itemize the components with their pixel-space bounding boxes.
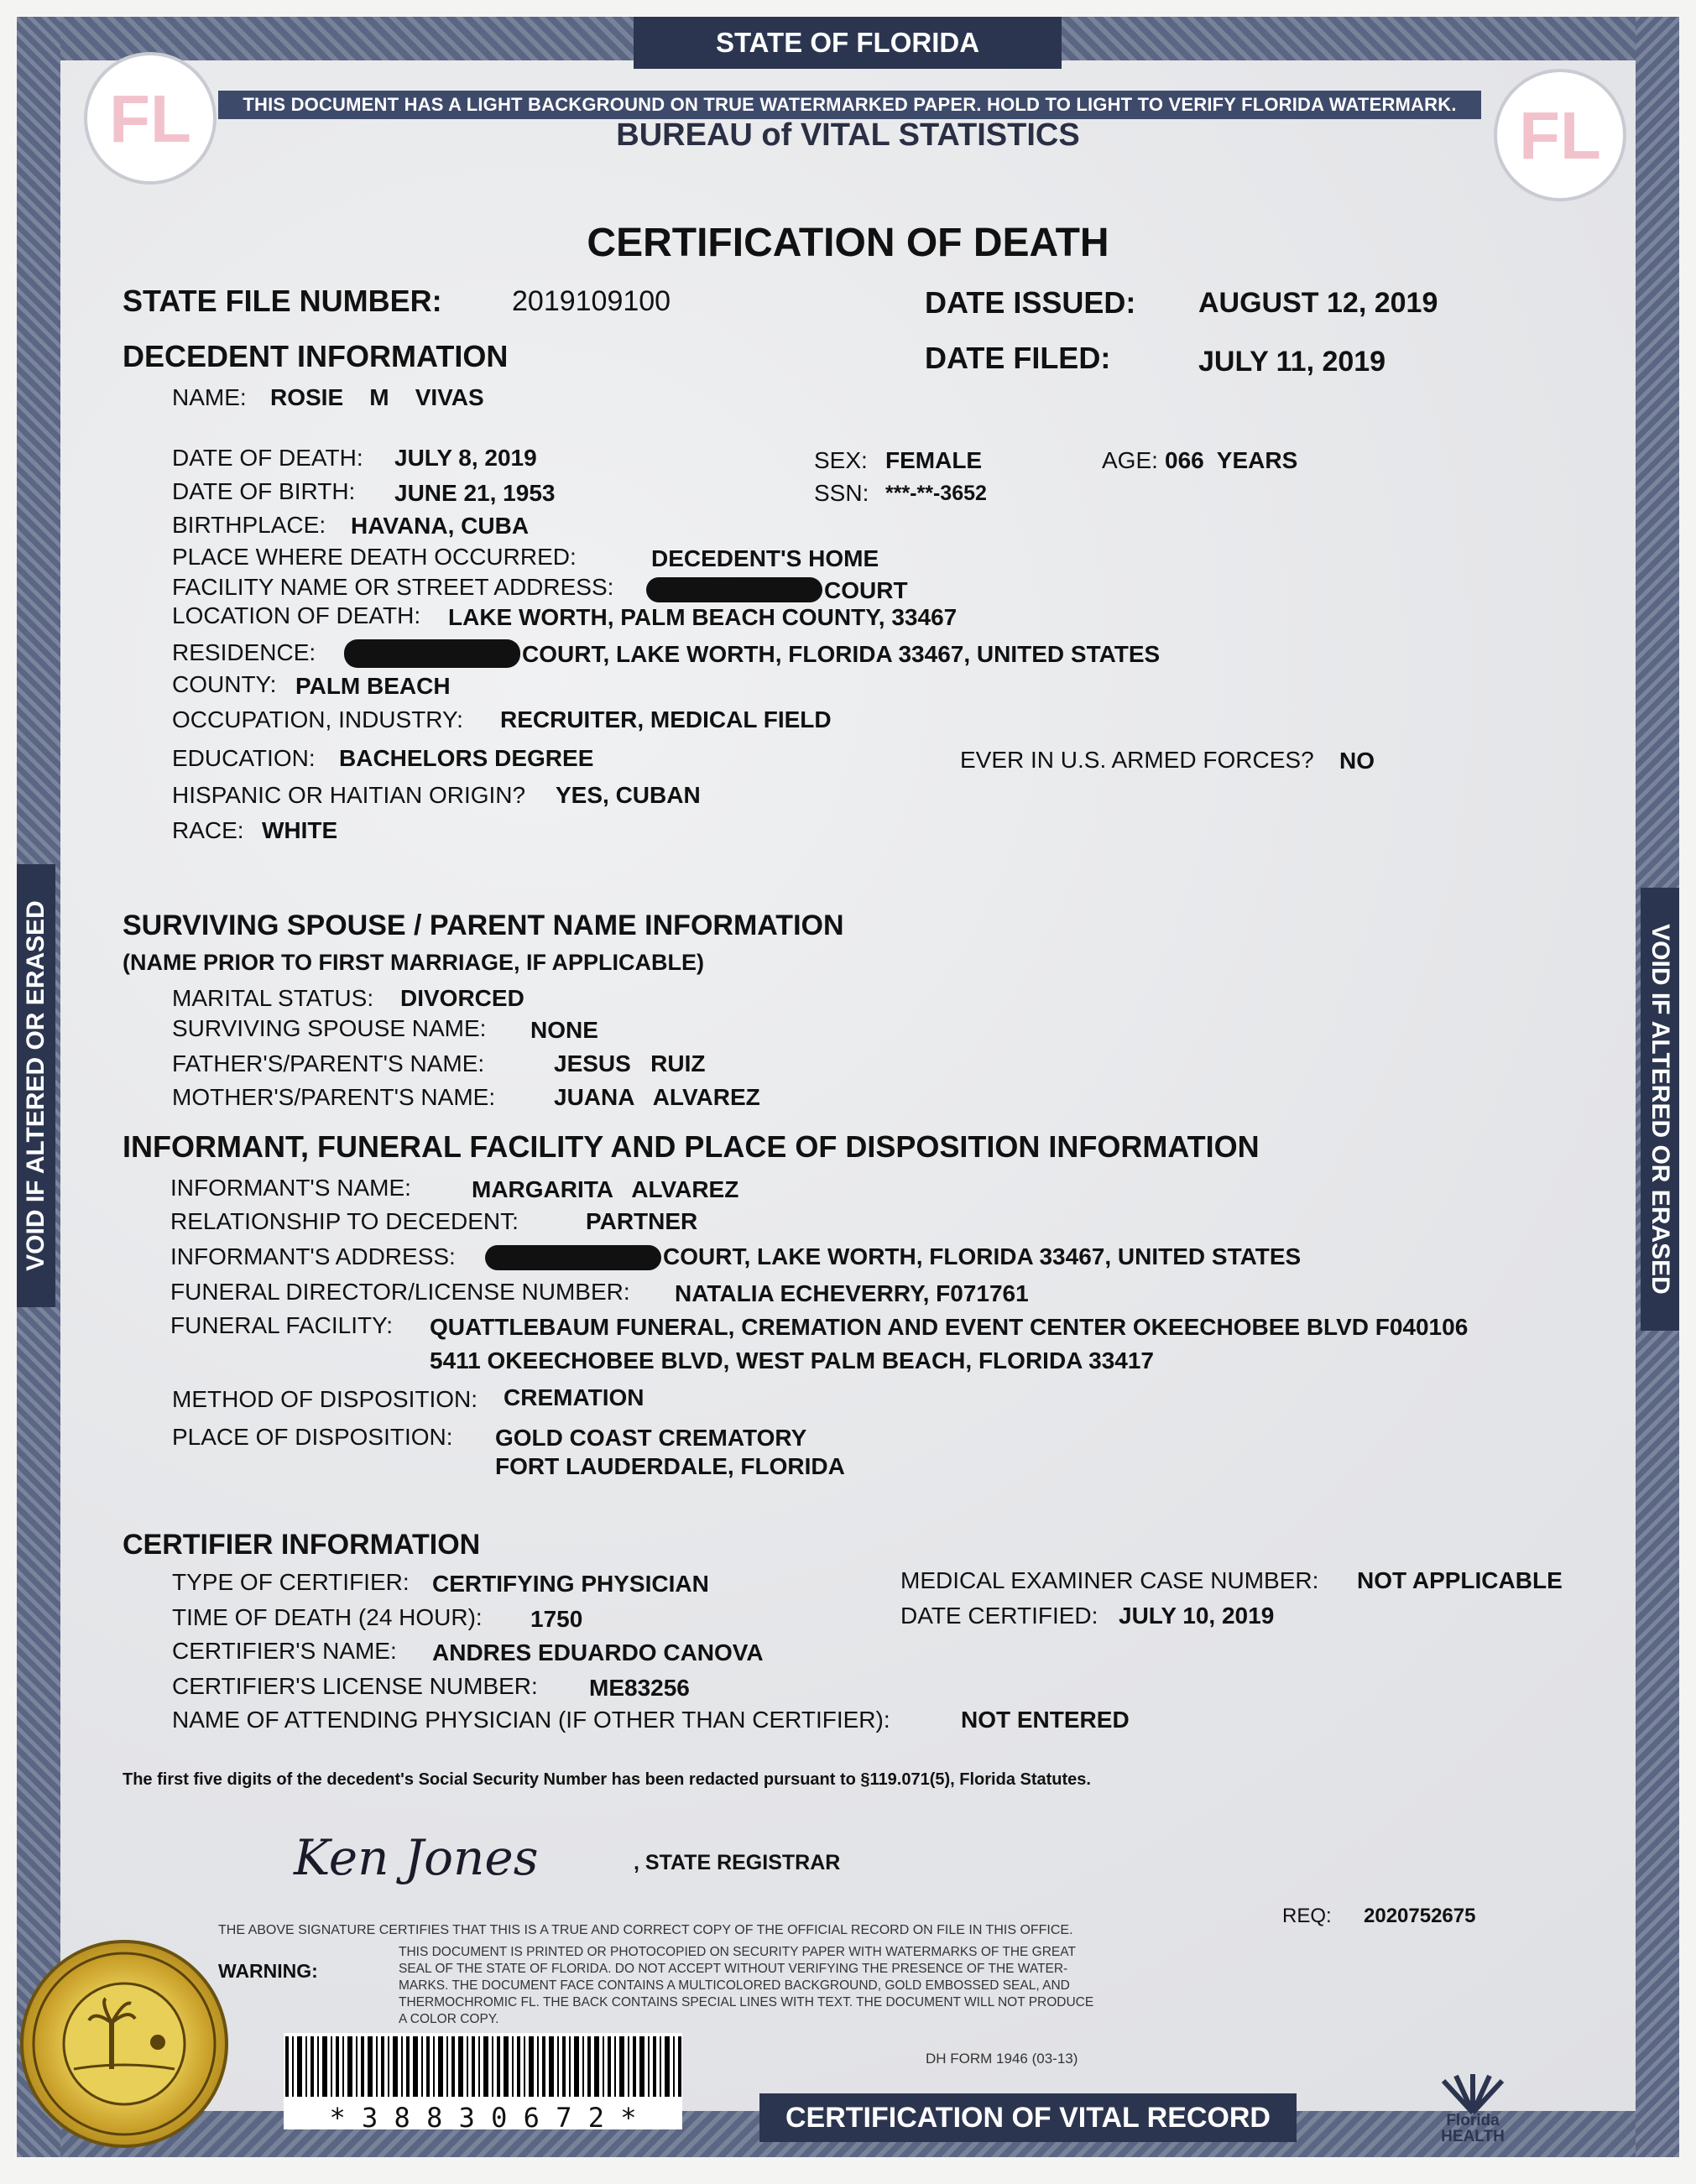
dob-label: DATE OF BIRTH:: [172, 478, 356, 504]
informant-name-label: INFORMANT'S NAME:: [170, 1175, 411, 1201]
certifier-heading: CERTIFIER INFORMATION: [123, 1529, 481, 1561]
dod-label: DATE OF DEATH:: [172, 445, 363, 471]
date-issued-value: AUGUST 12, 2019: [1198, 287, 1438, 319]
watermark-notice: THIS DOCUMENT HAS A LIGHT BACKGROUND ON TRUE WATERMARKED PAPER. HOLD TO LIGHT TO VERIFY FLORIDA WATERMARK.: [218, 91, 1481, 119]
occupation-value: RECRUITER, MEDICAL FIELD: [500, 706, 832, 732]
race-value: WHITE: [262, 817, 338, 843]
facility-label: FACILITY NAME OR STREET ADDRESS:: [172, 574, 614, 600]
void-notice-left: VOID IF ALTERED OR ERASED: [17, 864, 55, 1307]
certifier-name-label: CERTIFIER'S NAME:: [172, 1638, 397, 1664]
mother-label: MOTHER'S/PARENT'S NAME:: [172, 1084, 496, 1110]
birthplace-label: BIRTHPLACE:: [172, 512, 326, 538]
warning-line-1: THIS DOCUMENT IS PRINTED OR PHOTOCOPIED ON SECURITY PAPER WITH WATERMARKS OF THE GREAT: [399, 1945, 1076, 1959]
state-file-label: STATE FILE NUMBER:: [123, 284, 442, 318]
redacted-address-3: [485, 1245, 661, 1270]
facility-value: COURT: [824, 577, 908, 603]
certifier-type-value: CERTIFYING PHYSICIAN: [432, 1571, 709, 1597]
marital-label: MARITAL STATUS:: [172, 985, 374, 1011]
barcode-number: * 3 8 8 3 0 6 7 2 *: [329, 2102, 637, 2134]
director-value: NATALIA ECHEVERRY, F071761: [675, 1280, 1029, 1306]
certifier-license-label: CERTIFIER'S LICENSE NUMBER:: [172, 1673, 538, 1699]
req-label: REQ:: [1282, 1905, 1332, 1927]
warning-label: WARNING:: [218, 1960, 318, 1982]
date-filed-value: JULY 11, 2019: [1198, 346, 1386, 378]
funeral-facility-label: FUNERAL FACILITY:: [170, 1312, 394, 1338]
bureau-title: BUREAU of VITAL STATISTICS: [616, 117, 1080, 153]
sex-value: FEMALE: [885, 447, 983, 473]
state-registrar-label: , STATE REGISTRAR: [634, 1851, 841, 1874]
state-banner: STATE OF FLORIDA: [634, 17, 1062, 69]
method-label: METHOD OF DISPOSITION:: [172, 1386, 478, 1412]
req-value: 2020752675: [1364, 1905, 1476, 1927]
date-issued-label: DATE ISSUED:: [925, 285, 1136, 320]
name-value: ROSIE M VIVAS: [270, 384, 484, 410]
education-value: BACHELORS DEGREE: [339, 745, 594, 771]
barcode: [284, 2033, 682, 2134]
mother-value: JUANA ALVAREZ: [554, 1084, 760, 1110]
place-label: PLACE WHERE DEATH OCCURRED:: [172, 544, 577, 570]
hispanic-value: YES, CUBAN: [556, 782, 701, 808]
certifier-license-value: ME83256: [589, 1675, 690, 1701]
me-case-value: NOT APPLICABLE: [1357, 1567, 1563, 1593]
race-label: RACE:: [172, 817, 244, 843]
certifier-name-value: ANDRES EDUARDO CANOVA: [432, 1639, 764, 1665]
ssn-value: ***-**-3652: [885, 482, 987, 505]
location-value: LAKE WORTH, PALM BEACH COUNTY, 33467: [448, 604, 958, 630]
time-of-death-label: TIME OF DEATH (24 HOUR):: [172, 1604, 483, 1630]
registrar-signature: Ken Jones: [294, 1829, 539, 1886]
redacted-address-1: [646, 577, 822, 602]
vital-record-banner: CERTIFICATION OF VITAL RECORD: [759, 2093, 1297, 2142]
informant-heading: INFORMANT, FUNERAL FACILITY AND PLACE OF DISPOSITION INFORMATION: [123, 1129, 1260, 1164]
funeral-facility-line1: QUATTLEBAUM FUNERAL, CREMATION AND EVENT CENTER OKEECHOBEE BLVD F040106: [430, 1314, 1469, 1340]
warning-line-2: SEAL OF THE STATE OF FLORIDA. DO NOT ACCEPT WITHOUT VERIFYING THE PRESENCE OF THE WATER-: [399, 1962, 1068, 1976]
county-label: COUNTY:: [172, 671, 277, 697]
spouse-name-value: NONE: [530, 1017, 598, 1043]
marital-value: DIVORCED: [400, 985, 524, 1011]
certifier-type-label: TYPE OF CERTIFIER:: [172, 1569, 410, 1595]
birthplace-value: HAVANA, CUBA: [351, 513, 530, 539]
time-of-death-value: 1750: [530, 1606, 583, 1632]
sex-label: SEX:: [814, 447, 868, 473]
fl-thermochromic-left: FL: [84, 52, 217, 185]
spouse-heading: SURVIVING SPOUSE / PARENT NAME INFORMATION: [123, 910, 844, 941]
father-label: FATHER'S/PARENT'S NAME:: [172, 1050, 485, 1076]
florida-health-logo: [1435, 2072, 1511, 2148]
date-certified-label: DATE CERTIFIED:: [900, 1603, 1098, 1629]
logo-line-2: HEALTH: [1441, 2128, 1505, 2145]
informant-name-value: MARGARITA ALVAREZ: [472, 1176, 739, 1202]
relationship-value: PARTNER: [586, 1208, 698, 1234]
relationship-label: RELATIONSHIP TO DECEDENT:: [170, 1208, 519, 1234]
signature-certification: THE ABOVE SIGNATURE CERTIFIES THAT THIS IS A TRUE AND CORRECT COPY OF THE OFFICIAL RECORD ON FILE IN THIS OFFICE.: [218, 1923, 1073, 1937]
occupation-label: OCCUPATION, INDUSTRY:: [172, 706, 463, 732]
location-label: LOCATION OF DEATH:: [172, 602, 421, 628]
place-value: DECEDENT'S HOME: [651, 545, 879, 571]
disposition-place-line2: FORT LAUDERDALE, FLORIDA: [495, 1453, 845, 1479]
decedent-heading: DECEDENT INFORMATION: [123, 339, 509, 373]
residence-label: RESIDENCE:: [172, 639, 316, 665]
dob-value: JUNE 21, 1953: [394, 480, 556, 506]
name-label: NAME:: [172, 384, 247, 410]
father-value: JESUS RUIZ: [554, 1050, 706, 1076]
warning-line-5: A COLOR COPY.: [399, 2012, 499, 2026]
warning-line-3: MARKS. THE DOCUMENT FACE CONTAINS A MULTICOLORED BACKGROUND, GOLD EMBOSSED SEAL, AND: [399, 1978, 1070, 1993]
disposition-place-line1: GOLD COAST CREMATORY: [495, 1425, 807, 1451]
logo-line-1: Florida: [1446, 2112, 1500, 2129]
state-file-number: 2019109100: [512, 285, 671, 317]
hispanic-label: HISPANIC OR HAITIAN ORIGIN?: [172, 782, 526, 808]
ssn-label: SSN:: [814, 480, 869, 506]
spouse-subheading: (NAME PRIOR TO FIRST MARRIAGE, IF APPLICABLE): [123, 950, 704, 975]
county-value: PALM BEACH: [295, 673, 451, 699]
informant-address-value: COURT, LAKE WORTH, FLORIDA 33467, UNITED STATES: [663, 1243, 1302, 1269]
method-value: CREMATION: [504, 1384, 644, 1410]
void-notice-right: VOID IF ALTERED OR ERASED: [1641, 888, 1679, 1331]
attending-label: NAME OF ATTENDING PHYSICIAN (IF OTHER THAN CERTIFIER):: [172, 1707, 890, 1733]
me-case-label: MEDICAL EXAMINER CASE NUMBER:: [900, 1567, 1319, 1593]
armed-forces-label: EVER IN U.S. ARMED FORCES?: [960, 747, 1314, 773]
fl-thermochromic-right: FL: [1494, 69, 1626, 201]
age-label: AGE:: [1102, 447, 1158, 473]
redacted-address-2: [344, 639, 520, 668]
informant-address-label: INFORMANT'S ADDRESS:: [170, 1243, 456, 1269]
date-filed-label: DATE FILED:: [925, 341, 1111, 375]
funeral-facility-line2: 5411 OKEECHOBEE BLVD, WEST PALM BEACH, FLORIDA 33417: [430, 1347, 1154, 1373]
form-number: DH FORM 1946 (03-13): [926, 2051, 1078, 2067]
florida-state-seal: [20, 1940, 228, 2148]
director-label: FUNERAL DIRECTOR/LICENSE NUMBER:: [170, 1279, 630, 1305]
residence-value: COURT, LAKE WORTH, FLORIDA 33467, UNITED STATES: [522, 641, 1161, 667]
education-label: EDUCATION:: [172, 745, 316, 771]
warning-line-4: THERMOCHROMIC FL. THE BACK CONTAINS SPECIAL LINES WITH TEXT. THE DOCUMENT WILL NOT PRODUCE: [399, 1995, 1094, 2009]
document-title: CERTIFICATION OF DEATH: [587, 221, 1109, 265]
dod-value: JULY 8, 2019: [394, 445, 537, 471]
disposition-place-label: PLACE OF DISPOSITION:: [172, 1424, 453, 1450]
spouse-name-label: SURVIVING SPOUSE NAME:: [172, 1015, 487, 1041]
age-value: 066 YEARS: [1165, 447, 1298, 473]
ssn-redaction-note: The first five digits of the decedent's Social Security Number has been redacted pursuant to §119.071(5), Florida Statutes.: [123, 1770, 1091, 1789]
date-certified-value: JULY 10, 2019: [1119, 1603, 1275, 1629]
attending-value: NOT ENTERED: [961, 1707, 1130, 1733]
armed-forces-value: NO: [1339, 748, 1375, 774]
